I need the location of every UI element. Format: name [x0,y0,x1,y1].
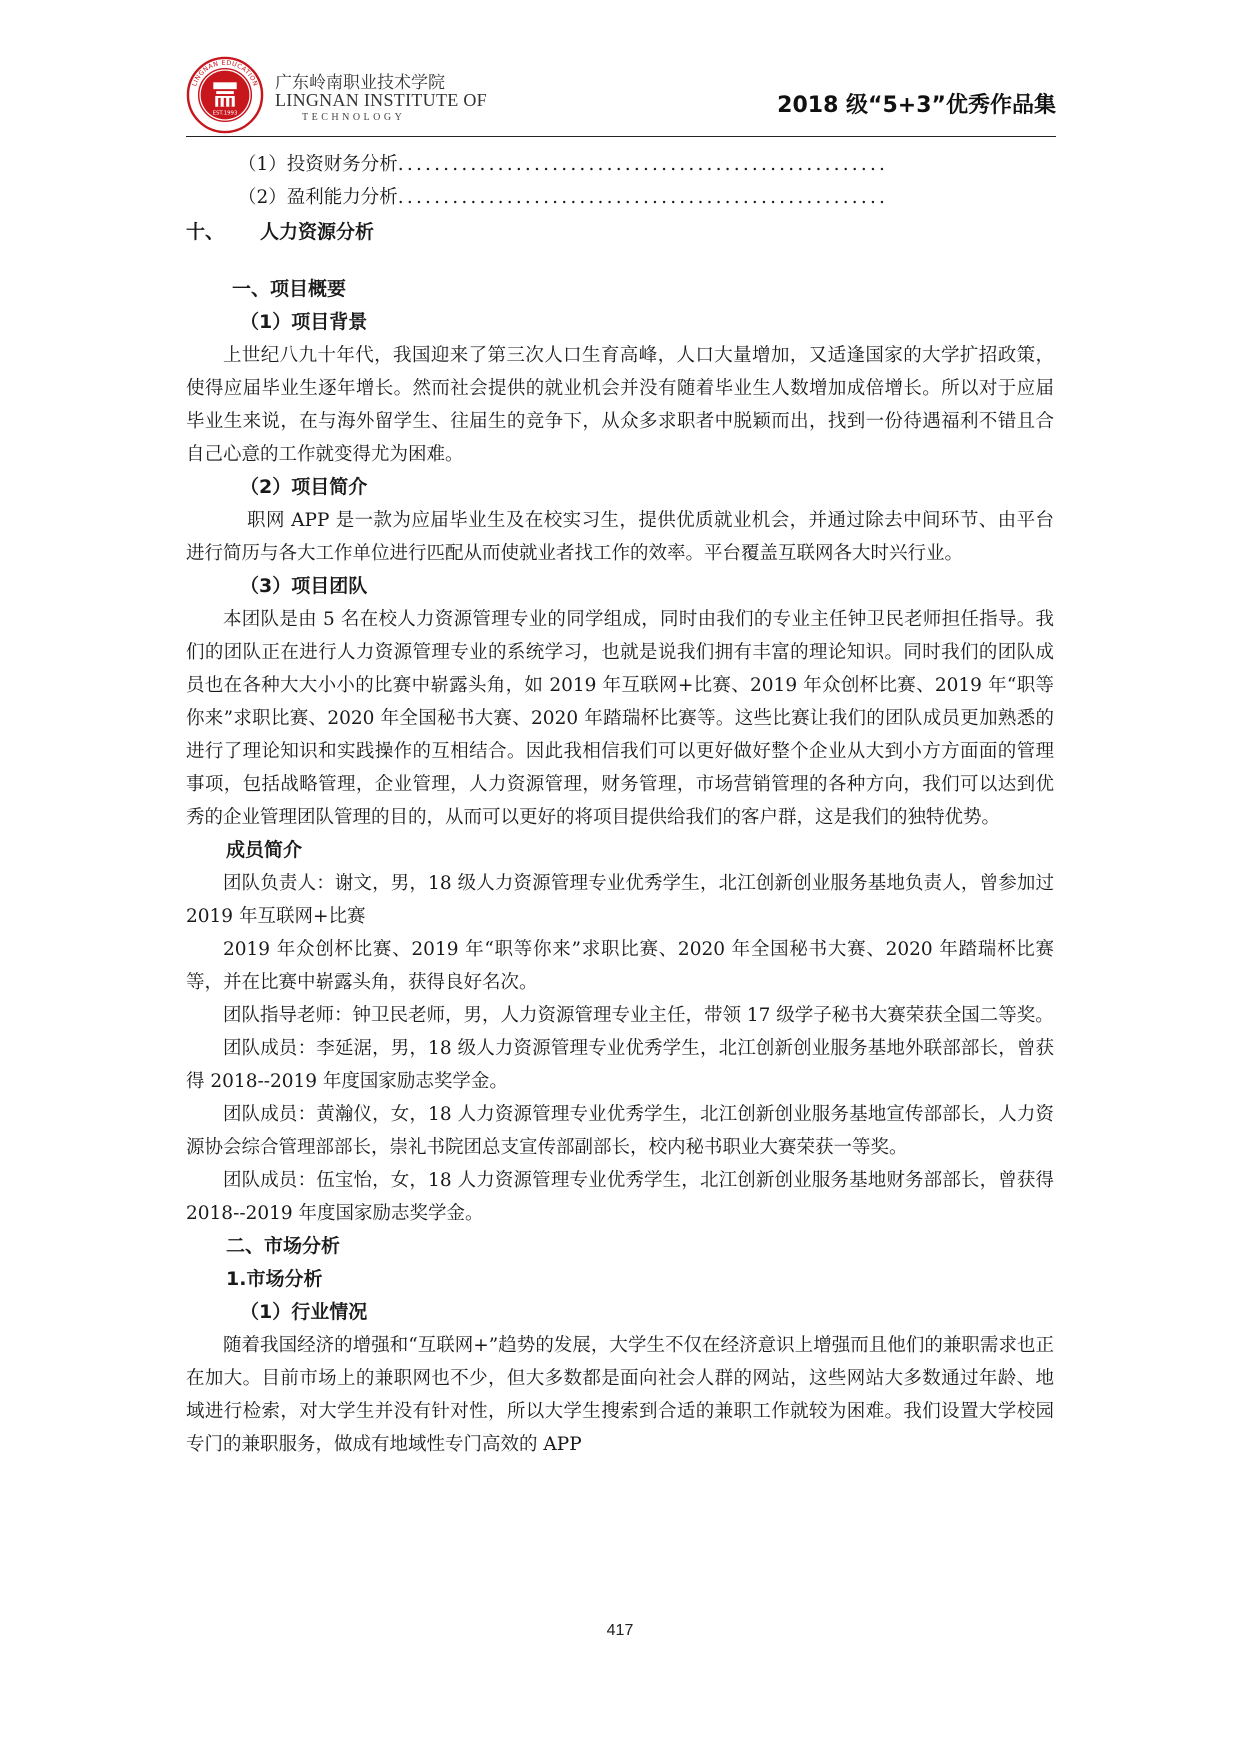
school-name-cn: 广东岭南职业技术学院 [275,73,445,93]
toc-entry [186,181,1054,214]
page-header [0,0,1240,130]
school-name-en: LINGNAN INSTITUTE OF [275,90,487,110]
heading-project-intro: （2）项目简介 [240,476,368,498]
heading-project-team: （3）项目团队 [240,575,368,597]
paragraph-industry: 随着我国经济的增强和“互联网+”趋势的发展，大学生不仅在经济意识上增强而且他们的兼职需求也正在加大。目前市场上的兼职网也不少，但大多数都是面向社会人群的网站，这些网站大多数通过年龄、地域进行检索，对大学生并没有针对性，所以大学生搜索到合适的兼职工作就较为困难。我们设置大学校园专门的兼职服务，做成有地域性专门高效的 APP [186,1335,1054,1455]
header-divider [186,136,1056,137]
school-name-en-line2: TECHNOLOGY [302,112,406,123]
member-paragraph: 团队指导老师：钟卫民老师，男，人力资源管理专业主任，带领 17 级学子秘书大赛荣获全国二等奖。 [223,1005,1054,1026]
page-body [186,148,1054,1461]
toc-leader-dots: ...................................................... [397,187,889,208]
paragraph-team: 本团队是由 5 名在校人力资源管理专业的同学组成，同时由我们的专业主任钟卫民老师担任指导。我们的团队正在进行人力资源管理专业的系统学习，也就是说我们拥有丰富的理论知识。同时我们的团队成员也在各种大大小小的比赛中崭露头角，如 2019 年互联网+比赛、2019 年众创杯比赛、2019 年“职等你来”求职比赛、2020 年全国秘书大赛、2020 年踏瑞杯比赛等。这些比赛让我们的团队成员更加熟悉的进行了理论知识和实践操作的互相结合。因此我相信我们可以更好做好整个企业从大到小方方面面的管理事项，包括战略管理，企业管理，人力资源管理，财务管理，市场营销管理的各种方向，我们可以达到优秀的企业管理团队管理的目的，从而可以更好的将项目提供给我们的客户群，这是我们的独特优势。 [186,609,1054,828]
heading-project-background: （1）项目背景 [240,311,368,333]
logo-est-text: EST.1993 [212,110,238,117]
logo-ring-text: LINGNAN EDUCATION [191,59,259,88]
paragraph-background: 上世纪八九十年代，我国迎来了第三次人口生育高峰，人口大量增加，又适逢国家的大学扩招政策，使得应届毕业生逐年增长。然而社会提供的就业机会并没有随着毕业生人数增加成倍增长。所以对于应届毕业生来说，在与海外留学生、往届生的竞争下，从众多求职者中脱颖而出，找到一份待遇福利不错且合自己心意的工作就变得尤为困难。 [186,345,1054,465]
section-title: 人力资源分析 [260,221,375,243]
member-paragraph: 团队成员：黄瀚仪，女，18 人力资源管理专业优秀学生，北江创新创业服务基地宣传部部长，人力资源协会综合管理部部长，崇礼书院团总支宣传部副部长，校内秘书职业大赛荣获一等奖。 [186,1104,1054,1158]
member-paragraph: 团队成员：伍宝怡，女，18 人力资源管理专业优秀学生，北江创新创业服务基地财务部部长，曾获得 2018--2019 年度国家励志奖学金。 [186,1170,1054,1224]
heading-industry: （1）行业情况 [240,1301,368,1323]
school-logo [186,56,264,134]
section-number: 十、 [186,221,225,243]
page-number: 417 [606,1622,634,1639]
member-paragraph: 2019 年众创杯比赛、2019 年“职等你来”求职比赛、2020 年全国秘书大赛、2020 年踏瑞杯比赛等，并在比赛中崭露头角，获得良好名次。 [186,939,1054,993]
heading-project-overview: 一、项目概要 [232,278,347,300]
toc-entry [186,148,1054,181]
section-heading [186,216,1054,249]
toc-leader-dots: ...................................................... [397,154,889,175]
collection-title: 2018 级“5+3”优秀作品集 [777,93,1056,118]
paragraph-intro: 职网 APP 是一款为应届毕业生及在校实习生，提供优质就业机会，并通过除去中间环节、由平台进行简历与各大工作单位进行匹配从而使就业者找工作的效率。平台覆盖互联网各大时兴行业。 [186,510,1054,564]
heading-market-sub: 1.市场分析 [226,1268,323,1290]
toc-label: （1）投资财务分析 [238,154,398,175]
heading-market-analysis: 二、市场分析 [226,1235,341,1257]
member-paragraph: 团队成员：李延涺，男，18 级人力资源管理专业优秀学生，北江创新创业服务基地外联部部长，曾获得 2018--2019 年度国家励志奖学金。 [186,1038,1054,1092]
toc-label: （2）盈利能力分析 [238,187,398,208]
heading-members: 成员简介 [226,839,303,861]
member-paragraph: 团队负责人：谢文，男，18 级人力资源管理专业优秀学生，北江创新创业服务基地负责人，曾参加过 2019 年互联网+比赛 [186,873,1054,927]
